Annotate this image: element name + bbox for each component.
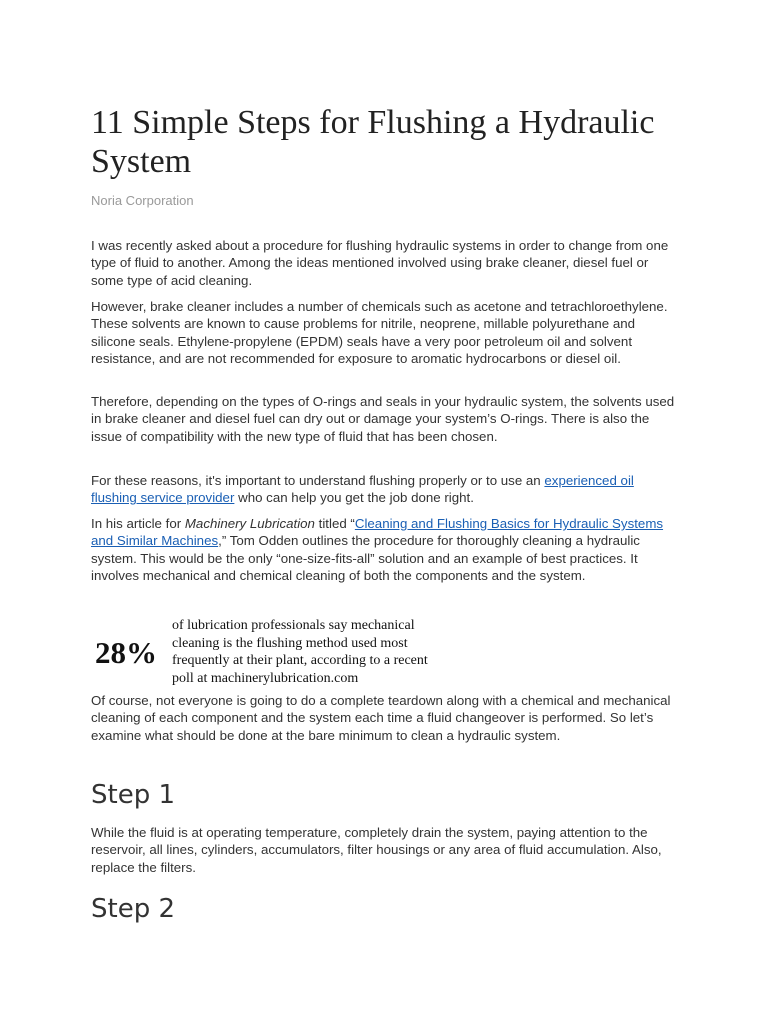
article-author: Noria Corporation <box>91 193 194 208</box>
step-2-heading: Step 2 <box>91 894 176 924</box>
paragraph-brake-cleaner: However, brake cleaner includes a number of chemicals such as acetone and tetrachloroethylene. These solvents are known to cause problems for nitrile, neoprene, millable polyurethane and silicone seals. Ethylene-propylene (EPDM) seals have a very poor petroleum oil and solvent resistance, and are not recommended for exposure to aromatic hydrocarbons or diesel oil. <box>91 299 668 366</box>
paragraph-reasons-text-a: For these reasons, it's important to understand flushing properly or to use an <box>91 473 545 488</box>
paragraph-reasons <box>91 472 679 507</box>
paragraph-odden-text-c: ,” Tom Odden outlines the procedure for thoroughly cleaning a hydraulic system. This would be the only “one-size-fits-all” solution and an example of best practices. It involves mechanical and chemical cleaning of both the components and the system. <box>91 533 640 583</box>
stat-description: of lubrication professionals say mechanical cleaning is the flushing method used most frequently at their plant, according to a recent poll at machinerylubrication.com <box>172 618 428 686</box>
paragraph-intro: I was recently asked about a procedure for flushing hydraulic systems in order to change from one type of fluid to another. Among the ideas mentioned involved using brake cleaner, diesel fuel or some type of acid cleaning. <box>91 238 669 288</box>
paragraph-reasons-text-b: who can help you get the job done right. <box>234 490 474 506</box>
stat-value: 28% <box>95 635 157 670</box>
paragraph-odden-text-a: In his article for <box>91 516 185 531</box>
publication-name: Machinery Lubrication <box>184 516 315 531</box>
paragraph-bare-minimum: Of course, not everyone is going to do a complete teardown along with a chemical and mechanical cleaning of each component and the system each time a fluid changeover is performed. So let’s examine what should be done at the bare minimum to clean a hydraulic system. <box>91 693 671 743</box>
paragraph-o-rings: Therefore, depending on the types of O-rings and seals in your hydraulic system, the solvents used in brake cleaner and diesel fuel can dry out or damage your system’s O-rings. There is also the issue of compatibility with the new type of fluid that has been chosen. <box>91 394 675 444</box>
step-1-text: While the fluid is at operating temperature, completely drain the system, paying attention to the reservoir, all lines, cylinders, accumulators, filter housings or any area of fluid accumulation. Also, replace the filters. <box>91 825 662 875</box>
link-cleaning-flushing-article[interactable]: Cleaning and Flushing Basics for Hydraulic Systems and Similar Machines <box>91 516 664 549</box>
link-flushing-service-provider[interactable]: experienced oil flushing service provider <box>91 473 634 506</box>
paragraph-odden-text-b: titled “ <box>314 516 355 531</box>
step-1-heading: Step 1 <box>91 780 176 810</box>
stat-callout <box>95 617 455 687</box>
paragraph-odden-article <box>91 515 679 584</box>
article-title: 11 Simple Steps for Flushing a Hydraulic System <box>91 104 655 180</box>
